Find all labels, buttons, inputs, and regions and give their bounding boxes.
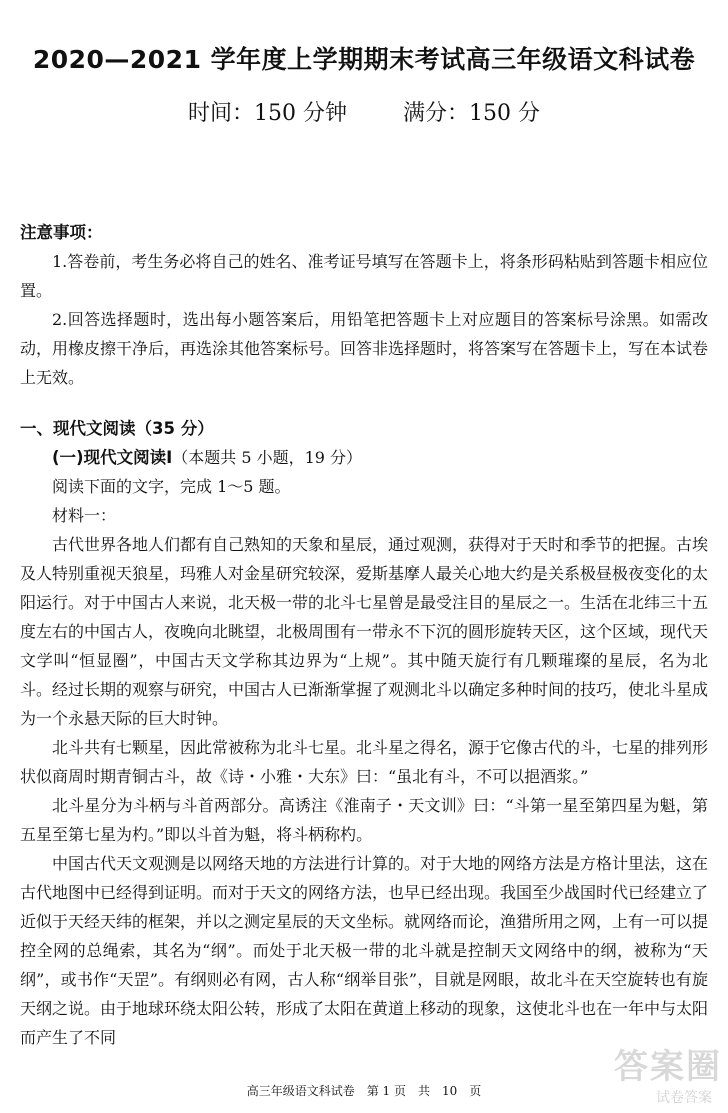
passage-paragraph: 北斗共有七颗星，因此常被称为北斗七星。北斗星之得名，源于它像古代的斗，七星的排列形状似商周时期青铜古斗，故《诗・小雅・大东》曰：“虽北有斗，不可以挹酒浆。” bbox=[20, 738, 709, 786]
exam-content bbox=[20, 218, 708, 1052]
exam-meta bbox=[0, 96, 728, 127]
passage-paragraph: 北斗星分为斗柄与斗首两部分。高诱注《淮南子・天文训》曰：“斗第一星至第四星为魁，第五星至第七星为杓。”即以斗首为魁，将斗柄称杓。 bbox=[20, 796, 708, 844]
score-label: 满分：150 分 bbox=[403, 101, 540, 126]
subsection-note: （本题共 5 小题，19 分） bbox=[172, 448, 363, 467]
page-footer: 高三年级语文科试卷 第 1 页 共 10 页 bbox=[246, 1084, 482, 1098]
instruction: 阅读下面的文字，完成 1～5 题。 bbox=[52, 477, 291, 496]
watermark-subtext: 试卷答案 bbox=[656, 1090, 712, 1106]
notice-heading: 注意事项： bbox=[20, 223, 103, 242]
subsection-heading bbox=[20, 443, 708, 472]
material-label: 材料一： bbox=[52, 506, 117, 525]
section-heading: 一、现代文阅读（35 分） bbox=[20, 419, 214, 438]
watermark-text: 答案圈 bbox=[614, 1047, 722, 1087]
passage-paragraph: 中国古代天文观测是以网络天地的方法进行计算的。对于大地的网络方法是方格计里法，这在古代地图中已经得到证明。而对于天文的网络方法，也早已经出现。我国至少战国时代已经建立了近似于天经天纬的框架，并以之测定星辰的天文坐标。就网络而论，渔猎所用之网，上有一可以提控全网的总绳索，其名为“纲”。而处于北天极一带的北斗就是控制天文网络中的纲，被称为“天纲”，或书作“天罡”。有纲则必有网，古人称“纲举目张”，目就是网眼，故北斗在天空旋转也有旋天纲之说。由于地球环绕太阳公转，形成了太阳在黄道上移动的现象，这使北斗也在一年中与太阳而产生了不同 bbox=[20, 854, 709, 1047]
passage-paragraph: 古代世界各地人们都有自己熟知的天象和星辰，通过观测，获得对于天时和季节的把握。古埃及人特别重视天狼星，玛雅人对金星研究较深，爱斯基摩人最关心地大约是关系极昼极夜变化的太阳运行。对于中国古人来说，北天极一带的北斗七星曾是最受注目的星辰之一。生活在北纬三十五度左右的中国古人，夜晚向北眺望，北极周围有一带永不下沉的圆形旋转天区，这个区域，现代天文学叫“恒显圈”，中国古天文学称其边界为“上规”。其中随天旋行有几颗璀璨的星辰，名为北斗。经过长期的观察与研究，中国古人已渐渐掌握了观测北斗以确定多种时间的技巧，使北斗星成为一个永悬天际的巨大时钟。 bbox=[20, 535, 709, 728]
exam-title: 2020—2021 学年度上学期期末考试高三年级语文科试卷 bbox=[32, 45, 696, 74]
notice-item: 1.答卷前，考生务必将自己的姓名、准考证号填写在答题卡上，将条形码粘贴到答题卡相应位置。 bbox=[20, 252, 708, 300]
notice-item: 2.回答选择题时，选出每小题答案后，用铅笔把答题卡上对应题目的答案标号涂黑。如需改动，用橡皮擦干净后，再选涂其他答案标号。回答非选择题时，将答案写在答题卡上，写在本试卷上无效。 bbox=[20, 310, 709, 387]
time-label: 时间：150 分钟 bbox=[188, 101, 347, 126]
subsection-title: (一)现代文阅读Ⅰ bbox=[52, 448, 173, 467]
